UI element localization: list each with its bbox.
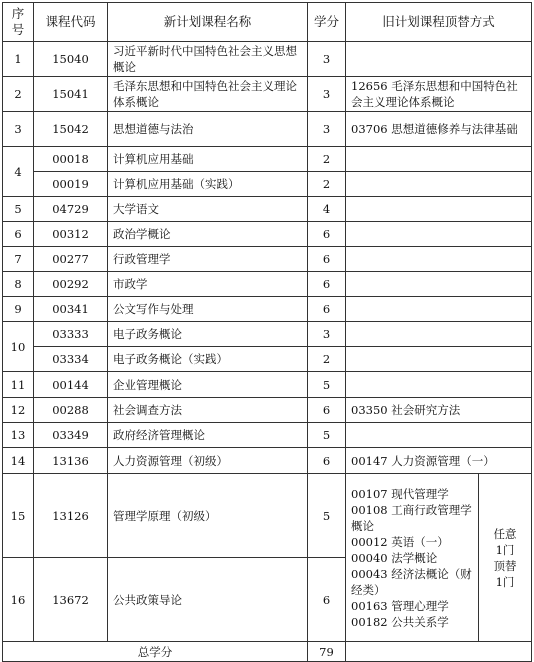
table-row <box>3 423 532 448</box>
cell-name: 政府经济管理概论 <box>108 423 308 448</box>
cell-code: 13126 <box>34 474 108 558</box>
cell-credit: 3 <box>308 42 346 77</box>
cell-name: 电子政务概论（实践） <box>108 347 308 372</box>
table-row <box>3 448 532 474</box>
cell-code: 00018 <box>34 147 108 172</box>
cell-credit: 3 <box>308 322 346 347</box>
cell-credit: 5 <box>308 423 346 448</box>
cell-name: 政治学概论 <box>108 222 308 247</box>
cell-name: 计算机应用基础（实践） <box>108 172 308 197</box>
total-row <box>3 642 532 662</box>
cell-credit: 6 <box>308 448 346 474</box>
cell-code: 00292 <box>34 272 108 297</box>
cell-old: 12656 毛泽东思想和中国特色社会主义理论体系概论 <box>346 77 532 112</box>
table-row <box>3 197 532 222</box>
cell-credit: 5 <box>308 372 346 398</box>
cell-code: 15042 <box>34 112 108 147</box>
cell-code: 03349 <box>34 423 108 448</box>
cell-seq: 13 <box>3 423 34 448</box>
cell-seq: 7 <box>3 247 34 272</box>
header-code: 课程代码 <box>34 3 108 42</box>
cell-old <box>346 147 532 172</box>
shared-old-item: 00107 现代管理学 <box>351 486 449 501</box>
cell-seq: 6 <box>3 222 34 247</box>
cell-seq: 8 <box>3 272 34 297</box>
cell-code: 15040 <box>34 42 108 77</box>
cell-name: 毛泽东思想和中国特色社会主义理论体系概论 <box>108 77 308 112</box>
cell-seq: 9 <box>3 297 34 322</box>
cell-seq: 14 <box>3 448 34 474</box>
shared-old-item: 00163 管理心理学 <box>351 598 449 613</box>
cell-seq: 11 <box>3 372 34 398</box>
cell-seq: 2 <box>3 77 34 112</box>
table-row <box>3 172 532 197</box>
cell-old <box>346 42 532 77</box>
table-row <box>3 322 532 347</box>
cell-code: 00019 <box>34 172 108 197</box>
cell-name: 企业管理概论 <box>108 372 308 398</box>
total-label: 总学分 <box>3 642 308 662</box>
cell-credit: 2 <box>308 147 346 172</box>
cell-code: 00277 <box>34 247 108 272</box>
header-old: 旧计划课程顶替方式 <box>346 3 532 42</box>
cell-seq: 15 <box>3 474 34 558</box>
cell-code: 03334 <box>34 347 108 372</box>
cell-seq: 4 <box>3 147 34 197</box>
cell-name: 行政管理学 <box>108 247 308 272</box>
cell-credit: 6 <box>308 247 346 272</box>
cell-credit: 6 <box>308 398 346 423</box>
shared-old-item: 00108 工商行政管理学概论 <box>351 502 472 533</box>
cell-code: 13136 <box>34 448 108 474</box>
cell-old <box>346 172 532 197</box>
cell-name: 计算机应用基础 <box>108 147 308 172</box>
cell-old <box>346 247 532 272</box>
cell-credit: 2 <box>308 347 346 372</box>
cell-old <box>346 197 532 222</box>
table-row <box>3 42 532 77</box>
cell-credit: 5 <box>308 474 346 558</box>
cell-code: 15041 <box>34 77 108 112</box>
table-row <box>3 398 532 423</box>
shared-note-line: 任意 <box>493 526 517 541</box>
header-credit: 学分 <box>308 3 346 42</box>
table-row <box>3 112 532 147</box>
cell-seq: 3 <box>3 112 34 147</box>
cell-seq: 16 <box>3 558 34 642</box>
shared-old-item: 00040 法学概论 <box>351 550 438 565</box>
cell-old <box>346 372 532 398</box>
cell-name: 管理学原理（初级） <box>108 474 308 558</box>
shared-old-item: 00182 公共关系学 <box>351 614 449 629</box>
header-seq: 序号 <box>3 3 34 42</box>
course-table <box>2 2 532 662</box>
cell-old: 03706 思想道德修养与法律基础 <box>346 112 532 147</box>
cell-old: 00147 人力资源管理（一） <box>346 448 532 474</box>
cell-seq: 5 <box>3 197 34 222</box>
cell-old <box>346 423 532 448</box>
cell-credit: 6 <box>308 272 346 297</box>
cell-credit: 3 <box>308 112 346 147</box>
cell-credit: 2 <box>308 172 346 197</box>
cell-credit: 3 <box>308 77 346 112</box>
cell-code: 00144 <box>34 372 108 398</box>
cell-old <box>346 297 532 322</box>
cell-name: 习近平新时代中国特色社会主义思想概论 <box>108 42 308 77</box>
cell-name: 社会调查方法 <box>108 398 308 423</box>
total-value: 79 <box>308 642 346 662</box>
cell-name: 人力资源管理（初级） <box>108 448 308 474</box>
cell-seq: 10 <box>3 322 34 372</box>
cell-old: 03350 社会研究方法 <box>346 398 532 423</box>
cell-old <box>346 347 532 372</box>
table-row <box>3 347 532 372</box>
cell-credit: 6 <box>308 222 346 247</box>
cell-name: 市政学 <box>108 272 308 297</box>
table-row <box>3 247 532 272</box>
shared-note-line: 1门 <box>495 542 515 557</box>
table-row <box>3 297 532 322</box>
cell-old <box>346 222 532 247</box>
table-row <box>3 272 532 297</box>
shared-note-line: 1门 <box>495 574 515 589</box>
cell-name: 思想道德与法治 <box>108 112 308 147</box>
cell-credit: 6 <box>308 297 346 322</box>
shared-old-item: 00012 英语（一） <box>351 534 449 549</box>
table-row <box>3 372 532 398</box>
cell-code: 00312 <box>34 222 108 247</box>
table-row <box>3 77 532 112</box>
cell-code: 03333 <box>34 322 108 347</box>
cell-code: 13672 <box>34 558 108 642</box>
cell-name: 公文写作与处理 <box>108 297 308 322</box>
shared-old-item: 00043 经济法概论（财经类） <box>351 566 472 597</box>
cell-old <box>346 322 532 347</box>
header-name: 新计划课程名称 <box>108 3 308 42</box>
cell-name: 电子政务概论 <box>108 322 308 347</box>
total-empty <box>346 642 532 662</box>
shared-note-line: 顶替 <box>493 558 517 573</box>
cell-code: 04729 <box>34 197 108 222</box>
cell-credit: 6 <box>308 558 346 642</box>
cell-old <box>346 272 532 297</box>
cell-credit: 4 <box>308 197 346 222</box>
cell-code: 00341 <box>34 297 108 322</box>
cell-name: 大学语文 <box>108 197 308 222</box>
cell-code: 00288 <box>34 398 108 423</box>
cell-seq: 12 <box>3 398 34 423</box>
table-row <box>3 147 532 172</box>
header-row <box>3 3 532 42</box>
table-row <box>3 474 532 558</box>
shared-old-list <box>346 474 479 642</box>
cell-name: 公共政策导论 <box>108 558 308 642</box>
cell-seq: 1 <box>3 42 34 77</box>
table-row <box>3 222 532 247</box>
shared-note <box>479 474 532 642</box>
